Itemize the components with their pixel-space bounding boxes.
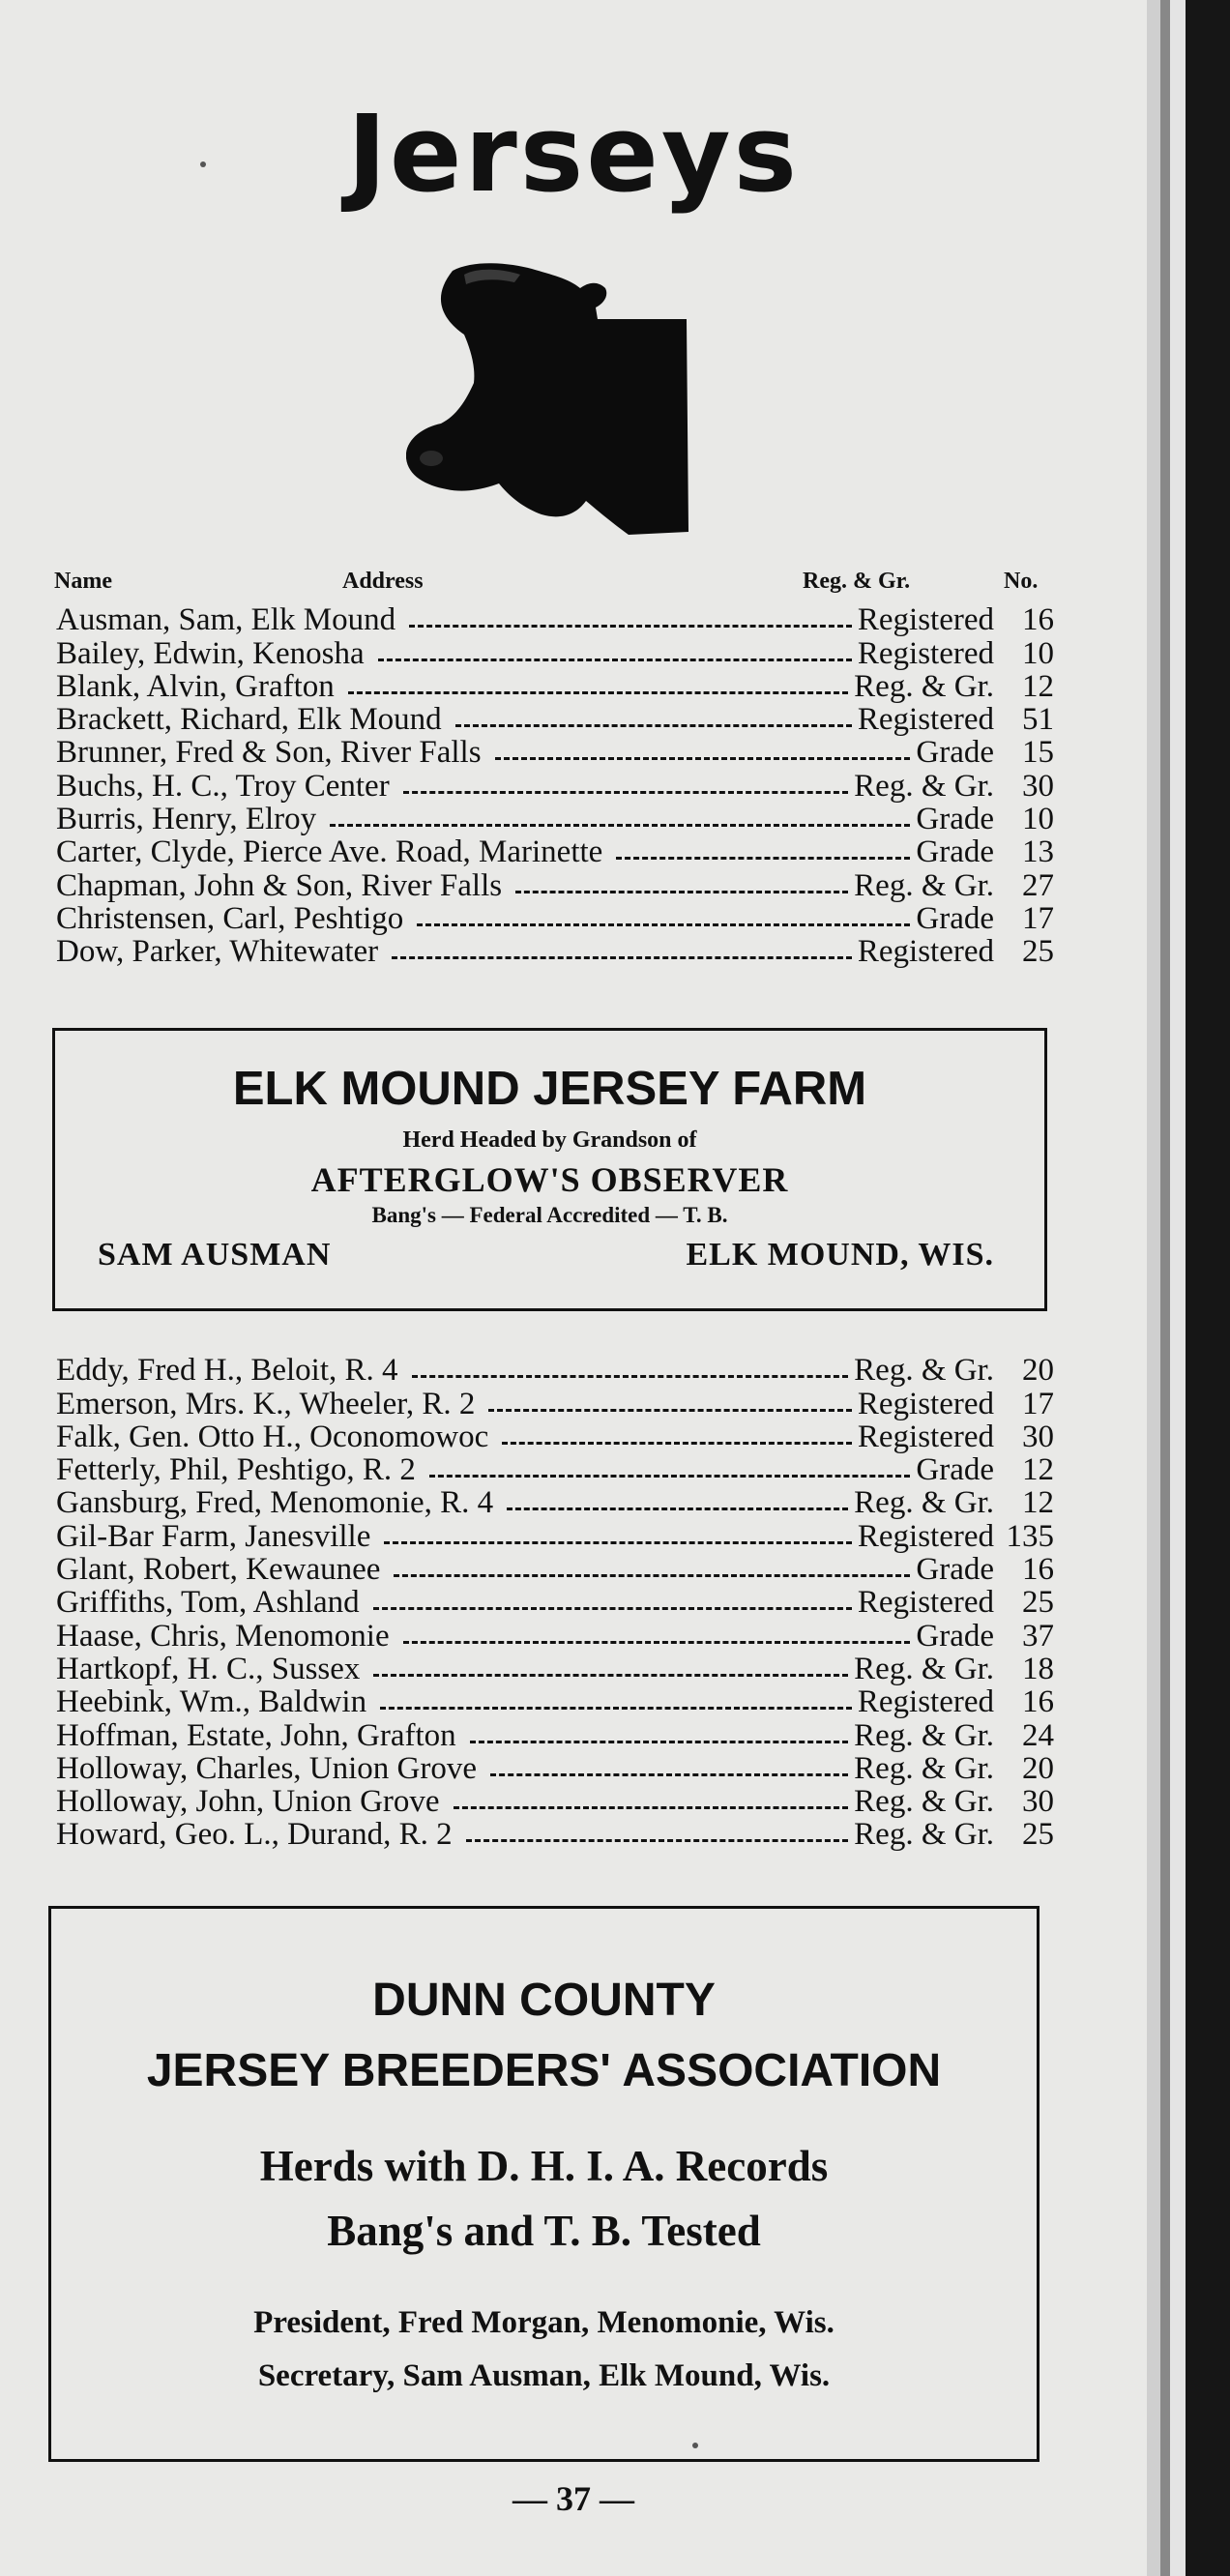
leader-dots <box>616 857 910 860</box>
leader-dots <box>507 1508 848 1510</box>
list-item <box>56 868 1054 901</box>
list-item <box>56 935 1054 968</box>
column-header-number: No. <box>1004 569 1039 594</box>
breeder-type: Registered <box>857 1585 994 1621</box>
leader-dots <box>429 1475 910 1478</box>
breeder-entry: Glant, Robert, Kewaunee <box>56 1552 381 1588</box>
ad-farm-sire: AFTERGLOW'S OBSERVER <box>310 1160 789 1199</box>
list-item <box>56 1519 1054 1552</box>
breeder-type: Reg. & Gr. <box>854 1651 994 1686</box>
breeder-type: Grade <box>916 802 994 837</box>
page-edge <box>1147 0 1160 2576</box>
leader-dots <box>466 1839 849 1842</box>
breeder-type: Reg. & Gr. <box>854 1750 994 1786</box>
leader-dots <box>455 724 852 727</box>
breeder-entry: Haase, Chris, Menomonie <box>56 1618 390 1654</box>
list-item <box>56 1785 1054 1818</box>
breeder-entry: Falk, Gen. Otto H., Oconomowoc <box>56 1419 489 1454</box>
breeder-entry: Hartkopf, H. C., Sussex <box>56 1651 361 1686</box>
jersey-cow-head-icon <box>406 261 706 537</box>
herd-count: 13 <box>1022 834 1054 870</box>
column-header-type: Reg. & Gr. <box>803 569 911 594</box>
breeder-entry: Holloway, Charles, Union Grove <box>56 1750 478 1786</box>
page-edge <box>1160 0 1170 2576</box>
breeder-entry: Brunner, Fred & Son, River Falls <box>56 735 482 771</box>
breeder-entry: Chapman, John & Son, River Falls <box>56 867 503 903</box>
breeder-entry: Buchs, H. C., Troy Center <box>56 768 390 804</box>
breeder-entry: Heebink, Wm., Baldwin <box>56 1684 367 1720</box>
herd-count: 10 <box>1022 802 1054 837</box>
leader-dots <box>515 891 848 893</box>
breeder-entry: Bailey, Edwin, Kenosha <box>56 635 365 671</box>
print-speck <box>200 161 206 167</box>
herd-count: 16 <box>1022 1684 1054 1720</box>
list-item <box>56 1653 1054 1685</box>
breeder-entry: Hoffman, Estate, John, Grafton <box>56 1717 456 1753</box>
leader-dots <box>490 1773 848 1776</box>
breeder-entry: Brackett, Richard, Elk Mound <box>56 702 442 738</box>
list-item <box>56 1486 1054 1519</box>
page-edge <box>1170 0 1186 2576</box>
list-item <box>56 1354 1054 1387</box>
breeder-type: Registered <box>857 602 994 638</box>
ad-assoc-president: President, Fred Morgan, Menomonie, Wis. <box>253 2305 835 2340</box>
list-item <box>56 769 1054 802</box>
herd-count: 30 <box>1022 1784 1054 1820</box>
ad-assoc-line2: JERSEY BREEDERS' ASSOCIATION <box>146 2045 942 2096</box>
list-item <box>56 1387 1054 1420</box>
list-item <box>56 1718 1054 1751</box>
leader-dots <box>373 1674 848 1677</box>
print-speck <box>692 2443 698 2448</box>
list-item <box>56 703 1054 736</box>
ad-assoc-secretary: Secretary, Sam Ausman, Elk Mound, Wis. <box>257 2358 831 2393</box>
ad-assoc-line4: Bang's and T. B. Tested <box>327 2207 761 2255</box>
herd-count: 25 <box>1022 1817 1054 1853</box>
breeder-type: Registered <box>857 1386 994 1421</box>
breeder-type: Registered <box>857 1684 994 1720</box>
leader-dots <box>394 1574 910 1577</box>
breeder-type: Reg. & Gr. <box>854 1717 994 1753</box>
leader-dots <box>378 659 852 661</box>
breeder-entry: Dow, Parker, Whitewater <box>56 934 379 970</box>
page-number: — 37 — <box>512 2479 634 2518</box>
list-item <box>56 1586 1054 1619</box>
breeder-entry: Christensen, Carl, Peshtigo <box>56 900 404 936</box>
herd-count: 16 <box>1022 1552 1054 1588</box>
breeder-entry: Blank, Alvin, Grafton <box>56 668 335 704</box>
leader-dots <box>488 1409 851 1412</box>
breeder-list-b <box>56 1354 1054 1851</box>
breeder-entry: Griffiths, Tom, Ashland <box>56 1585 360 1621</box>
herd-count: 12 <box>1022 1452 1054 1488</box>
breeder-type: Grade <box>916 735 994 771</box>
herd-count: 15 <box>1022 735 1054 771</box>
elk-mound-jersey-farm-ad <box>52 1028 1047 1311</box>
list-item <box>56 603 1054 636</box>
herd-count: 25 <box>1022 934 1054 970</box>
leader-dots <box>330 824 910 827</box>
breeder-type: Registered <box>857 635 994 671</box>
herd-count: 30 <box>1022 768 1054 804</box>
list-item <box>56 835 1054 868</box>
breeder-entry: Gil-Bar Farm, Janesville <box>56 1518 371 1554</box>
herd-count: 17 <box>1022 900 1054 936</box>
leader-dots <box>403 791 848 794</box>
herd-count: 12 <box>1022 668 1054 704</box>
breeder-type: Registered <box>857 1419 994 1454</box>
breeder-entry: Emerson, Mrs. K., Wheeler, R. 2 <box>56 1386 476 1421</box>
leader-dots <box>380 1707 852 1710</box>
herd-count: 10 <box>1022 635 1054 671</box>
list-item <box>56 803 1054 835</box>
dunn-county-association-ad <box>48 1906 1040 2462</box>
herd-count: 25 <box>1022 1585 1054 1621</box>
breeder-type: Registered <box>857 934 994 970</box>
breeder-entry: Gansburg, Fred, Menomonie, R. 4 <box>56 1485 494 1521</box>
breeder-type: Grade <box>916 834 994 870</box>
breeder-type: Grade <box>916 1552 994 1588</box>
leader-dots <box>392 956 852 959</box>
breeder-type: Reg. & Gr. <box>854 1353 994 1389</box>
breeder-entry: Holloway, John, Union Grove <box>56 1784 440 1820</box>
breeder-entry: Howard, Geo. L., Durand, R. 2 <box>56 1817 453 1853</box>
breeder-entry: Ausman, Sam, Elk Mound <box>56 602 396 638</box>
leader-dots <box>373 1607 852 1610</box>
leader-dots <box>412 1375 849 1378</box>
breeder-type: Grade <box>916 900 994 936</box>
herd-count: 20 <box>1022 1353 1054 1389</box>
list-item <box>56 902 1054 935</box>
herd-count: 30 <box>1022 1419 1054 1454</box>
breeder-entry: Eddy, Fred H., Beloit, R. 4 <box>56 1353 398 1389</box>
list-item <box>56 1553 1054 1586</box>
breeder-type: Grade <box>916 1452 994 1488</box>
leader-dots <box>470 1741 849 1743</box>
herd-count: 51 <box>1022 702 1054 738</box>
list-item <box>56 1619 1054 1652</box>
herd-count: 16 <box>1022 602 1054 638</box>
ad-farm-location: ELK MOUND, WIS. <box>686 1237 994 1273</box>
breeder-entry: Burris, Henry, Elroy <box>56 802 317 837</box>
ad-assoc-line3: Herds with D. H. I. A. Records <box>259 2142 829 2190</box>
list-item <box>56 1420 1054 1453</box>
leader-dots <box>348 691 848 694</box>
breeder-type: Registered <box>857 702 994 738</box>
breeder-type: Registered <box>857 1518 994 1554</box>
leader-dots <box>403 1641 911 1644</box>
ad-assoc-line1: DUNN COUNTY <box>372 1975 716 2026</box>
leader-dots <box>454 1806 849 1809</box>
herd-count: 18 <box>1022 1651 1054 1686</box>
list-item <box>56 670 1054 703</box>
ad-farm-herd: Herd Headed by Grandson of <box>402 1127 697 1153</box>
list-item <box>56 1818 1054 1851</box>
list-item <box>56 1685 1054 1718</box>
breeder-type: Grade <box>916 1618 994 1654</box>
herd-count: 17 <box>1022 1386 1054 1421</box>
herd-count: 24 <box>1022 1717 1054 1753</box>
leader-dots <box>384 1541 852 1544</box>
breeder-type: Reg. & Gr. <box>854 668 994 704</box>
breeder-type: Reg. & Gr. <box>854 768 994 804</box>
breeder-type: Reg. & Gr. <box>854 1817 994 1853</box>
herd-count: 135 <box>1006 1518 1054 1554</box>
list-item <box>56 736 1054 769</box>
breeder-type: Reg. & Gr. <box>854 867 994 903</box>
leader-dots <box>409 625 852 628</box>
ad-farm-status: Bang's — Federal Accredited — T. B. <box>371 1203 728 1227</box>
page-title: Jerseys <box>346 92 801 216</box>
column-header-address: Address <box>342 569 424 594</box>
breeder-list-a <box>56 603 1054 968</box>
leader-dots <box>495 757 911 760</box>
leader-dots <box>502 1442 852 1445</box>
ad-farm-owner: SAM AUSMAN <box>98 1237 332 1273</box>
ad-farm-name: ELK MOUND JERSEY FARM <box>232 1063 867 1115</box>
herd-count: 27 <box>1022 867 1054 903</box>
leader-dots <box>417 923 910 926</box>
breeder-entry: Fetterly, Phil, Peshtigo, R. 2 <box>56 1452 416 1488</box>
breeder-type: Reg. & Gr. <box>854 1784 994 1820</box>
herd-count: 20 <box>1022 1750 1054 1786</box>
list-item <box>56 1453 1054 1486</box>
column-header-name: Name <box>54 569 112 594</box>
list-item <box>56 1752 1054 1785</box>
breeder-type: Reg. & Gr. <box>854 1485 994 1521</box>
herd-count: 12 <box>1022 1485 1054 1521</box>
breeder-entry: Carter, Clyde, Pierce Ave. Road, Marinette <box>56 834 603 870</box>
herd-count: 37 <box>1022 1618 1054 1654</box>
scan-border <box>1186 0 1230 2576</box>
list-item <box>56 636 1054 669</box>
